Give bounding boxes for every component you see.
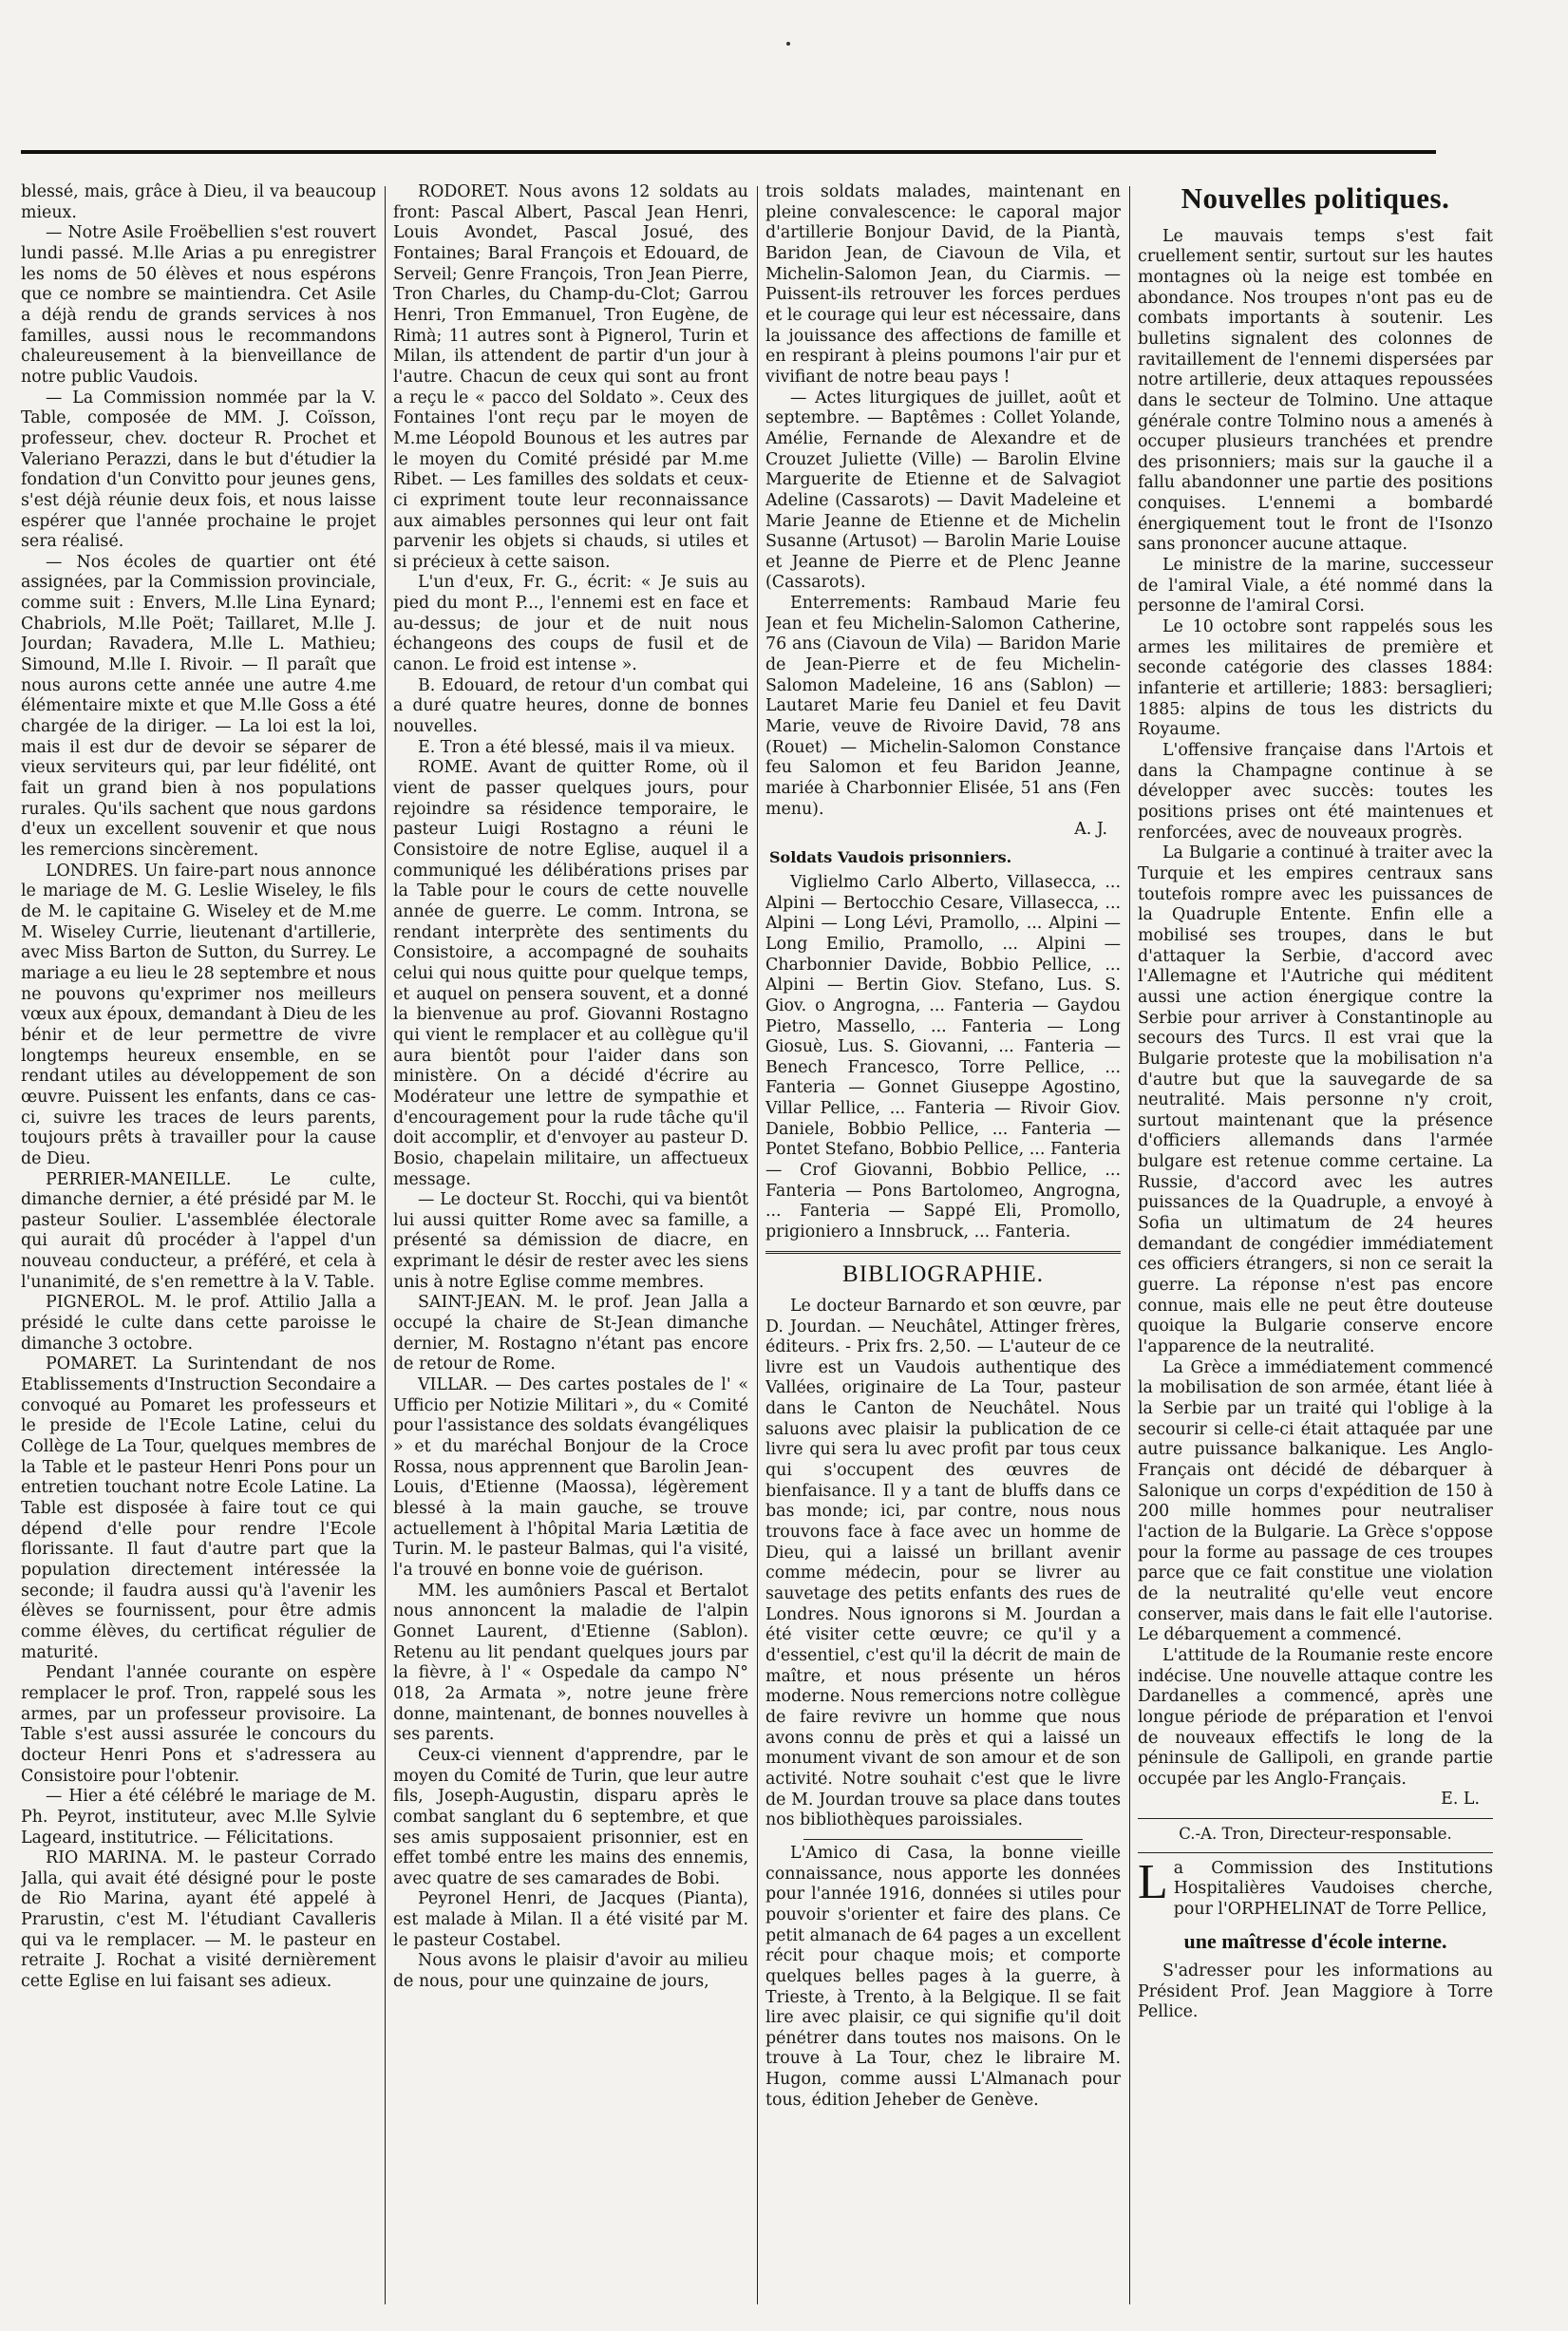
divider bbox=[803, 1839, 1083, 1840]
director-line: C.-A. Tron, Directeur-responsable. bbox=[1179, 1825, 1452, 1844]
paragraph: Le mauvais temps s'est fait cruellement sentir, surtout sur les hautes montagnes où la neige est tombée en abondance. Nos troupes n'ont pas eu de combats importants à soutenir. Les bulletins signalent des colonnes de ravitaillement de l'ennemi dispersées par notre artillerie, deux attaques repoussées dans le secteur de Tolmino. Une attaque générale contre Tolmino nous a amenés à occuper plusieurs tranchées et prendre des prisonniers; mais sur la gauche il a fallu abandonner une partie des positions conquises. L'ennemi a bombardé énergiquement tout le front de l'Isonzo sans prononcer aucune attaque. bbox=[1138, 226, 1493, 555]
paragraph: MM. les aumôniers Pascal et Bertalot nous annoncent la maladie de l'alpin Gonnet Laurent, d'Etienne (Sablon). Retenu au lit pendant quelques jours par la fièvre, à l' « Ospedale da campo N° 018, 2a Armata », notre jeune frère donne, maintenant, de bonnes nouvelles à ses parents. bbox=[393, 1581, 748, 1745]
paragraph: Pendant l'année courante on espère remplacer le prof. Tron, rappelé sous les armes, par un professeur provisoire. La Table s'est aussi assurée le concours du docteur Henri Pons et s'adressera au Consistoire pour l'obtenir. bbox=[21, 1663, 376, 1786]
paragraph: trois soldats malades, maintenant en pleine convalescence: le caporal major d'artillerie Bonjour David, de la Piantà, Baridon Jean, de Ciavoun de Vila, et Michelin-Salomon Jean, du Ciarmis. — Puissent-ils retrouver les forces perdues et le courage qui leur est nécessaire, dans la jouissance des affections de famille et en respirant à pleins poumons l'air pur et vivifiant de notre beau pays ! bbox=[765, 182, 1121, 387]
paragraph: La Bulgarie a continué à traiter avec la Turquie et les empires centraux sans toutefois rompre avec les puissances de la Quadruple Entente. Enfin elle a mobilisé ses troupes, dans le but d'attaquer la Serbie, d'accord avec l'Allemagne et l'Autriche qui méditent aussi une action énergique contre la Serbie pour arriver à Constantinople au secours des Turcs. Il est vrai que la Bulgarie proteste que la mobilisation n'a d'autre but que la sauvegarde de sa neutralité. Mais personne n'y croit, surtout maintenant que la présence d'officiers allemands dans l'armée bulgare est retenue comme certaine. La Russie, d'accord avec les autres puissances de la Quadruple, a envoyé à Sofia un ultimatum de 24 heures demandant de congédier immédiatement ces officiers étrangers, si non ce serait la guerre. La réponse n'est pas encore connue, mais elle ne peut être douteuse quoique la Bulgarie conserve encore l'apparence de la neutralité. bbox=[1138, 843, 1493, 1357]
column-divider bbox=[757, 186, 758, 2304]
section-divider bbox=[765, 1251, 1121, 1254]
advertisement bbox=[1138, 1854, 1493, 2023]
column-4 bbox=[1138, 182, 1493, 2315]
ad-display-line: une maîtresse d'école interne. bbox=[1183, 1928, 1447, 1953]
ad-contact: S'adresser pour les informations au Président Prof. Jean Maggiore à Torre Pellice. bbox=[1138, 1961, 1493, 2022]
divider bbox=[1138, 1852, 1493, 1853]
column-1 bbox=[21, 182, 376, 2315]
paragraph: blessé, mais, grâce à Dieu, il va beaucoup mieux. bbox=[21, 182, 376, 222]
column-divider bbox=[385, 186, 386, 2304]
signature: A. J. bbox=[1074, 820, 1107, 840]
paragraph: Nous avons le plaisir d'avoir au milieu de nous, pour une quinzaine de jours, bbox=[393, 1951, 748, 1992]
paragraph: — Nos écoles de quartier ont été assignées, par la Commission provinciale, comme suit : Envers, M.lle Lina Eynard; Chabriols, M.lle Poët; Taillaret, M.lle J. Jourdan; Ravadera, M.lle L. Mathieu; Simound, M.lle I. Rivoir. — Il paraît que nous aurons cette année une autre 4.me élémentaire mixte et que M.lle Goss a été chargée de la diriger. — La loi est la loi, mais il est dur de devoir se séparer de vieux serviteurs qui, par leur fidélité, ont fait un grand bien à nos populations rurales. Qu'ils sachent que nous gardons d'eux un excellent souvenir et que nous les remercions sincèrement. bbox=[21, 552, 376, 860]
header-rule bbox=[21, 150, 1436, 154]
paragraph: PIGNEROL. M. le prof. Attilio Jalla a présidé le culte dans cette paroisse le dimanche 3 octobre. bbox=[21, 1293, 376, 1354]
prisoners-heading: Soldats Vaudois prisonniers. bbox=[769, 848, 1012, 866]
paragraph: PERRIER-MANEILLE. Le culte, dimanche dernier, a été présidé par M. le pasteur Soulier. L'assemblée électorale qui aurait dû procéder à l'appel d'un nouveau conducteur, a préféré, et cela à l'unanimité, de s'en remettre à la V. Table. bbox=[21, 1169, 376, 1292]
paragraph: Ceux-ci viennent d'apprendre, par le moyen du Comité de Turin, que leur autre fils, Joseph-Augustin, disparu après le combat sanglant du 6 septembre, et que ses amis supposaient prisonnier, est en effet tombé entre les mains des ennemis, avec quatre de ses camarades de Bobi. bbox=[393, 1745, 748, 1888]
politics-heading: Nouvelles politiques. bbox=[1181, 182, 1450, 215]
paragraph: — Le docteur St. Rocchi, qui va bientôt lui aussi quitter Rome avec sa famille, a présenté sa démission de diacre, en exprimant le désir de rester avec les siens unis à notre Eglise comme membres. bbox=[393, 1190, 748, 1292]
burials-paragraph: Enterrements: Rambaud Marie feu Jean et feu Michelin-Salomon Catherine, 76 ans (Ciavoun de Vila) — Baridon Marie de Jean-Pierre et de feu Michelin-Salomon Madeleine, 16 ans (Sablon) — Lautaret Marie feu Daniel et feu Davit Marie, veuve de Rivoire David, 78 ans (Rouet) — Michelin-Salomon Constance feu Salomon et feu Baridon Jeanne, mariée à Charbonnier Elisée, 51 ans (Fen menu). bbox=[765, 594, 1121, 819]
paragraph: RIO MARINA. M. le pasteur Corrado Jalla, qui avait été désigné pour le poste de Rio Marina, ayant été appelé à Prarustin, c'est M. l'étudiant Cavalleris qui va le remplacer. — M. le pasteur en retraite J. Rochat a visité dernièrement cette Eglise en lui faisant ses adieux. bbox=[21, 1848, 376, 1992]
paragraph: ROME. Avant de quitter Rome, où il vient de passer quelques jours, pour rejoindre sa résidence temporaire, le pasteur Luigi Rostagno a réuni le Consistoire de notre Eglise, auquel il a communiqué les délibérations prises par la Table pour le cours de cette nouvelle année de guerre. Le comm. Introna, se rendant interprète des sentiments du Consistoire, a accompagné de souhaits celui qui nous quitte pour quelque temps, et auquel on pensera souvent, et a donné la bienvenue au prof. Giovanni Rostagno qui vient le remplacer et au collègue qu'il aura bientôt pour l'aider dans son ministère. On a décidé d'écrire au Modérateur une lettre de sympathie et d'encouragement pour la rude tâche qu'il doit accomplir, et d'envoyer au pasteur D. Bosio, chapelain militaire, un affectueux message. bbox=[393, 758, 748, 1189]
divider bbox=[1138, 1818, 1493, 1819]
column-3 bbox=[765, 182, 1121, 2315]
paragraph: Le ministre de la marine, successeur de l'amiral Viale, a été nommé dans la personne de l'amiral Corsi. bbox=[1138, 556, 1493, 616]
book-review: Le docteur Barnardo et son œuvre, par D. Jourdan. — Neuchâtel, Attinger frères, éditeurs. - Prix frs. 2,50. — L'auteur de ce livre est un Vaudois authentique des Vallées, originaire de La Tour, pasteur dans le Canton de Neuchâtel. Nous saluons avec plaisir la publication de ce livre qui sera lu avec profit par tous ceux qui s'occupent des œuvres de bienfaisance. Il y a tant de bluffs dans ce bas monde; ici, par contre, nous nous trouvons face à face avec un homme de Dieu, qui a laissé un brillant avenir comme médecin, pour se livrer au sauvetage des petits enfants des rues de Londres. Nous ignorons si M. Jourdan a été visiter cette œuvre; ce qu'il y a d'essentiel, c'est qu'il la décrit de main de maître, et nous présente un héros moderne. Nous remercions notre collègue de faire revivre un homme que nous avons connu de près et qui a laissé un monument vivant de son amour et de son activité. Notre souhait c'est que le livre de M. Jourdan trouve sa place dans toutes nos bibliothèques paroissiales. bbox=[765, 1296, 1121, 1830]
paragraph: L'attitude de la Roumanie reste encore indécise. Une nouvelle attaque contre les Dardanelles a commencé, après une longue période de préparation et l'envoi de nouveaux effectifs le long de la péninsule de Gallipoli, en grande partie occupée par les Anglo-Français. bbox=[1138, 1645, 1493, 1789]
paragraph: L'offensive française dans l'Artois et dans la Champagne continue à se développer avec succès: toutes les positions prises ont été maintenues et renforcées, avec de nouveaux progrès. bbox=[1138, 741, 1493, 843]
paragraph: Le 10 octobre sont rappelés sous les armes les militaires de première et seconde catégorie des classes 1884: infanterie et artillerie; 1883: bersaglieri; 1885: alpins de tous les districts du Royaume. bbox=[1138, 617, 1493, 740]
acts-paragraph: — Actes liturgiques de juillet, août et septembre. — Baptêmes : Collet Yolande, Amélie, Fernande de Alexandre et de Crouzet Juliette (Ville) — Barolin Elvine Marguerite de Etienne et de Salvagiot Adeline (Cassarots) — Davit Madeleine et Marie Jeanne de Etienne et de Michelin Susanne (Artusot) — Barolin Marie Louise et Jeanne de Pierre et de Plenc Jeanne (Cassarots). bbox=[765, 388, 1121, 593]
paragraph: B. Edouard, de retour d'un combat qui a duré quatre heures, donne de bonnes nouvelles. bbox=[393, 675, 748, 737]
paragraph: La Grèce a immédiatement commencé la mobilisation de son armée, étant liée à la Serbie par un traité qui l'oblige à la secourir si celle-ci était attaquée par une autre puissance balkanique. Les Anglo-Français ont décidé de débarquer à Salonique un corps d'expédition de 150 à 200 mille hommes pour neutraliser l'action de la Bulgarie. La Grèce s'oppose pour la forme au passage de ces troupes parce que ce fait constitue une violation de la neutralité qu'elle veut encore conserver, mais dans le fait elle l'autorise. Le débarquement a commencé. bbox=[1138, 1357, 1493, 1645]
paragraph: RODORET. Nous avons 12 soldats au front: Pascal Albert, Pascal Jean Henri, Louis Avondet, Pascal Josué, des Fontaines; Baral François et Edouard, de Serveil; Genre François, Tron Jean Pierre, Tron Charles, du Champ-du-Clot; Garrou Henri, Tron Emmanuel, Tron Eugène, de Rimà; 11 autres sont à Pignerol, Turin et Milan, ils attendent de partir d'un jour à l'autre. Chacun de ceux qui sont au front a reçu le « pacco del Soldato ». Ceux des Fontaines l'ont reçu par le moyen de M.me Léopold Bounous et les autres par le moyen du Comité présidé par M.me Ribet. — Les familles des soldats et ceux-ci expriment toute leur reconnaissance aux aimables personnes qui leur ont fait parvenir les objets si chauds, si utiles et si précieux à cette saison. bbox=[393, 182, 748, 572]
paragraph: POMARET. La Surintendant de nos Etablissements d'Instruction Secondaire a convoqué au Pomaret les professeurs et le preside de l'Ecole Latine, celui du Collège de La Tour, quelques membres de la Table et le pasteur Henri Pons pour un entretien touchant notre Ecole Latine. La Table est disposée à faire tout ce qui dépend d'elle pour rendre l'Ecole florissante. Il faut d'autre part que la population directement intéressée la seconde; il faudra aussi qu'à l'avenir les élèves se fournissent, pour être admis comme élèves, du certificat régulier de maturité. bbox=[21, 1355, 376, 1662]
paragraph: SAINT-JEAN. M. le prof. Jean Jalla a occupé la chaire de St-Jean dimanche dernier, M. Rostagno n'étant pas encore de retour de Rome. bbox=[393, 1293, 748, 1374]
signature: E. L. bbox=[1441, 1790, 1480, 1810]
print-mark bbox=[786, 42, 790, 46]
paragraph: L'un d'eux, Fr. G., écrit: « Je suis au pied du mont P..., l'ennemi est en face et au-dessus; de jour et de nuit nous échangeons des coups de fusil et de canon. Le froid est intense ». bbox=[393, 573, 748, 675]
ad-text: a Commission des Institutions Hospitalières Vaudoises cherche, pour l'ORPHELINAT de Torre Pellice, bbox=[1173, 1858, 1493, 1919]
prisoners-list: Viglielmo Carlo Alberto, Villasecca, ... Alpini — Bertocchio Cesare, Villasecca, ... Alpini — Long Lévi, Pramollo, ... Alpini — Long Emilio, Pramollo, ... Alpini — Charbonnier Davide, Bobbio Pellice, ... Alpini — Bertin Giov. Stefano, Lus. S. Giov. o Angrogna, ... Fanteria — Gaydou Pietro, Massello, ... Fanteria — Long Giosuè, Lus. S. Giovanni, ... Fanteria — Benech Francesco, Torre Pellice, ... Fanteria — Gonnet Giuseppe Agostino, Villar Pellice, ... Fanteria — Rivoir Giov. Daniele, Bobbio Pellice, ... Fanteria — Pontet Stefano, Bobbio Pellice, ... Fanteria — Crof Giovanni, Bobbio Pellice, ... Fanteria — Pons Bartolomeo, Angrogna, ... Fanteria — Sappé Eli, Promollo, prigioniero a Innsbruck, ... Fanteria. bbox=[765, 872, 1121, 1242]
paragraph: — Hier a été célébré le mariage de M. Ph. Peyrot, instituteur, avec M.lle Sylvie Lageard, institutrice. — Félicitations. bbox=[21, 1787, 376, 1848]
paragraph: — Notre Asile Froëbellien s'est rouvert lundi passé. M.lle Arias a pu enregistrer les noms de 50 élèves et nous espérons que ce nombre se maintiendra. Cet Asile a déjà rendu de grands services à nos familles, aussi nous le recommandons chaleureusement à la bienveillance de notre public Vaudois. bbox=[21, 223, 376, 387]
almanac-review: L'Amico di Casa, la bonne vieille connaissance, nous apporte les données pour l'année 1916, données si utiles pour pouvoir s'orienter et faire des plans. Ce petit almanach de 64 pages a un excellent récit pour chaque mois; et comporte quelques belles pages à la guerre, à Trieste, à Trento, à la Belgique. Il se fait lire avec plaisir, ce qui signifie qu'il doit pénétrer dans toutes nos maisons. On le trouve à La Tour, chez le libraire M. Hugon, comme aussi L'Almanach pour tous, édition Jeheber de Genève. bbox=[765, 1843, 1121, 2110]
paragraph: LONDRES. Un faire-part nous annonce le mariage de M. G. Leslie Wiseley, le fils de M. le capitaine G. Wiseley et de M.me M. Wiseley Currie, lieutenant d'artillerie, avec Miss Barton de Sutton, du Surrey. Le mariage a eu lieu le 28 septembre et nous ne pouvons qu'exprimer nos meilleurs vœux aux époux, demandant à Dieu de les bénir et de leur permettre de vivre longtemps heureux ensemble, en se rendant utiles au développement de son œuvre. Puissent les enfants, dans ce cas-ci, suivre les traces de leurs parents, toujours prêts à travailler pour la cause de Dieu. bbox=[21, 861, 376, 1168]
paragraph: E. Tron a été blessé, mais il va mieux. bbox=[418, 737, 736, 757]
paragraph: — La Commission nommée par la V. Table, composée de MM. J. Coïsson, professeur, chev. docteur R. Prochet et Valeriano Perazzi, dans le but d'étudier la fondation d'un Convitto pour jeunes gens, s'est déjà réunie deux fois, et nous laisse espérer que l'année prochaine le projet sera réalisé. bbox=[21, 388, 376, 552]
bibliography-heading: BIBLIOGRAPHIE. bbox=[842, 1260, 1044, 1287]
paragraph: Peyronel Henri, de Jacques (Pianta), est malade à Milan. Il a été visité par M. le pasteur Costabel. bbox=[393, 1889, 748, 1950]
drop-cap: L bbox=[1138, 1854, 1168, 1909]
column-2 bbox=[393, 182, 748, 2315]
column-divider bbox=[1129, 186, 1130, 2304]
paragraph: VILLAR. — Des cartes postales de l' « Ufficio per Notizie Militari », du « Comité pour l'assistance des soldats évangéliques » et du maréchal Bonjour de la Croce Rossa, nous apprennent que Barolin Jean-Louis, d'Etienne (Maossa), légèrement blessé à la main gauche, se trouve actuellement à l'hôpital Maria Lætitia de Turin. M. le pasteur Balmas, qui l'a visité, l'a trouvé en bonne voie de guérison. bbox=[393, 1375, 748, 1580]
